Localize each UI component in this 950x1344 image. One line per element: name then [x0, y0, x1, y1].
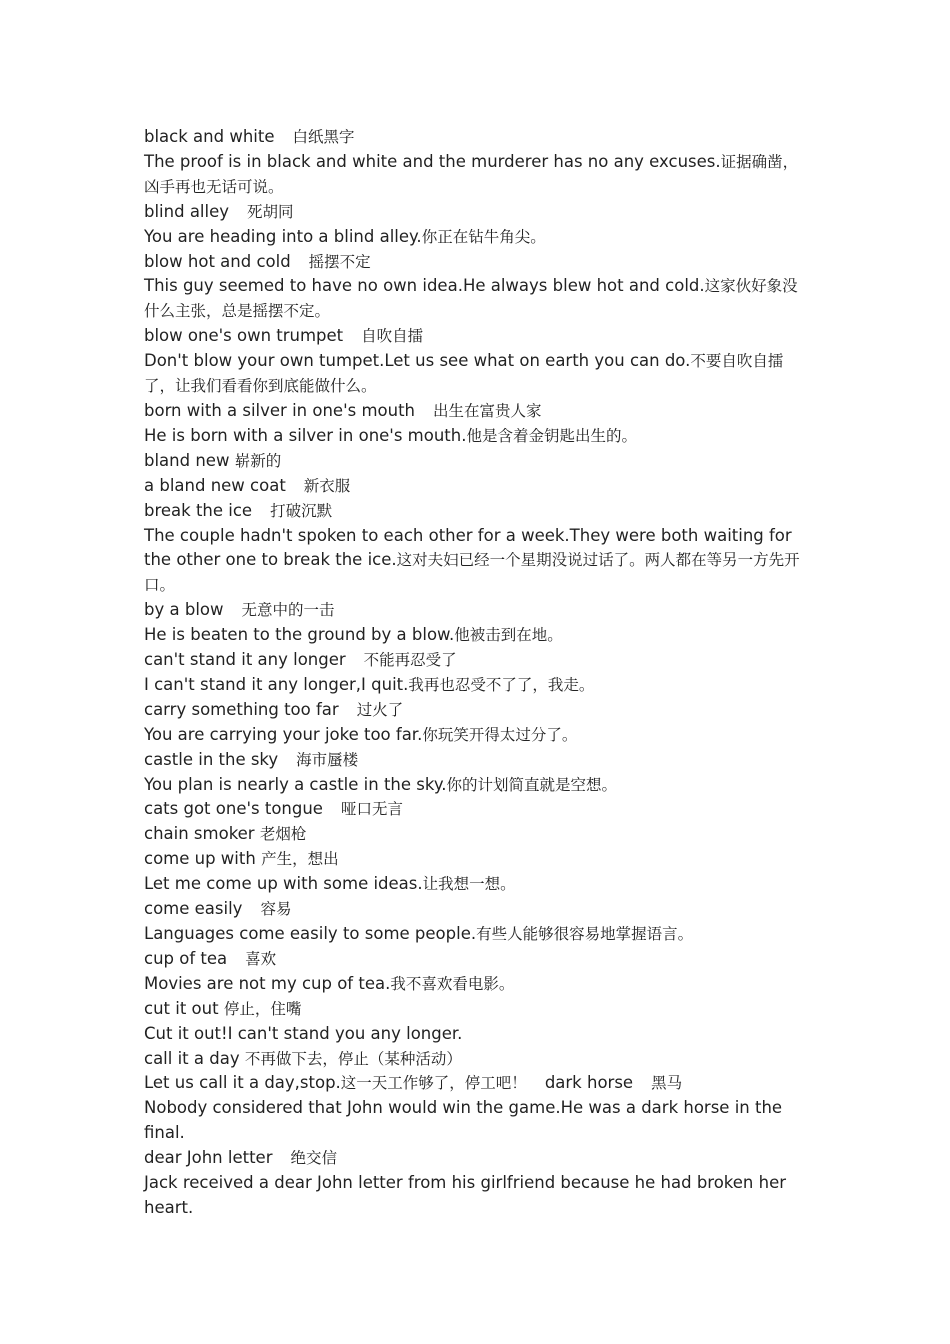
chinese-text: 证据确凿，凶手再也无话可说。: [144, 152, 799, 196]
english-text: blow hot and cold: [144, 251, 291, 271]
english-text: Movies are not my cup of tea.: [144, 973, 391, 993]
text-line: [144, 474, 812, 499]
text-line: [144, 648, 812, 673]
text-line: [144, 324, 812, 349]
english-text: Let me come up with some ideas.: [144, 874, 423, 894]
english-text: break the ice: [144, 500, 253, 520]
chinese-text: 崭新的: [234, 451, 282, 470]
english-text: bland new: [144, 450, 235, 470]
chinese-text: 不能再忍受了: [363, 651, 457, 670]
english-text: cup of tea: [144, 948, 228, 968]
chinese-text: 无意中的一击: [241, 601, 335, 620]
english-text: blind alley: [144, 201, 230, 221]
text-line: [144, 797, 812, 822]
chinese-text: 你的计划简直就是空想。: [446, 775, 618, 794]
chinese-text: 喜欢: [245, 949, 277, 968]
chinese-text: 摇摆不定: [308, 252, 371, 271]
english-text: You are carrying your joke too far.: [144, 724, 423, 744]
english-text: Nobody considered that John would win the game.He was a dark horse in the final.: [144, 1098, 783, 1143]
english-text: cats got one's tongue: [144, 799, 323, 819]
document-body: [144, 125, 812, 1221]
chinese-text: 你正在钻牛角尖。: [421, 227, 546, 246]
english-text: Languages come easily to some people.: [144, 924, 477, 943]
english-text: blow one's own trumpet: [144, 326, 344, 346]
chinese-text: 新衣服: [303, 476, 351, 495]
text-line: [144, 947, 812, 972]
chinese-text: 产生，想出: [261, 850, 339, 869]
text-line: [144, 773, 812, 798]
text-line: [144, 250, 812, 275]
text-line: [144, 524, 812, 599]
text-line: [144, 1096, 812, 1146]
text-line: [144, 748, 812, 773]
chinese-text: 出生在富贵人家: [433, 401, 542, 420]
english-text: Don't blow your own tumpet.Let us see what on earth you can do.: [144, 351, 691, 371]
english-text: come up with: [144, 849, 262, 869]
chinese-text: 过火了: [356, 700, 404, 719]
english-text: He is born with a silver in one's mouth.: [144, 425, 467, 445]
english-text: dear John letter: [144, 1148, 273, 1168]
english-text: The proof is in black and white and the murderer has no any excuses.: [144, 151, 721, 171]
text-line: [144, 997, 812, 1022]
chinese-text: 白纸黑字: [292, 128, 355, 146]
text-line: [144, 1047, 812, 1072]
text-line: [144, 922, 812, 947]
text-line: [144, 847, 812, 872]
text-line: [144, 1022, 812, 1047]
text-line: [144, 972, 812, 997]
english-text: can't stand it any longer: [144, 650, 346, 670]
english-text: call it a day: [144, 1048, 245, 1068]
text-line: [144, 872, 812, 897]
text-line: [144, 274, 812, 324]
chinese-text: 你玩笑开得太过分了。: [422, 725, 578, 744]
chinese-text: 容易: [260, 900, 292, 919]
chinese-text: 他被击到在地。: [454, 626, 563, 645]
text-line: [144, 1146, 812, 1171]
english-text: come easily: [144, 899, 243, 919]
text-line: [144, 1071, 812, 1096]
english-text: Jack received a dear John letter from his girlfriend because he had broken her heart.: [144, 1173, 787, 1217]
text-line: [144, 598, 812, 623]
chinese-text: 这一天工作够了，停工吧！: [340, 1074, 527, 1093]
text-line: [144, 424, 812, 449]
chinese-text: 绝交信: [290, 1149, 338, 1168]
chinese-text: 我再也忍受不了了，我走。: [408, 675, 595, 694]
text-line: [144, 449, 812, 474]
text-line: [144, 200, 812, 225]
english-text: dark horse: [544, 1073, 634, 1093]
english-text: The couple hadn't spoken to each other for a week.They were both waiting for the other one to break the ice.: [144, 525, 792, 570]
english-text: You plan is nearly a castle in the sky.: [144, 774, 447, 794]
text-line: [144, 150, 812, 200]
english-text: chain smoker: [144, 824, 260, 844]
text-line: [144, 822, 812, 847]
english-text: Let us call it a day,stop.: [144, 1073, 341, 1093]
english-text: This guy seemed to have no own idea.He always blew hot and cold.: [144, 276, 705, 296]
chinese-text: 老烟枪: [259, 825, 307, 844]
text-line: [144, 698, 812, 723]
english-text: He is beaten to the ground by a blow.: [144, 625, 455, 645]
english-text: I can't stand it any longer,I quit.: [144, 674, 409, 694]
chinese-text: 停止，住嘴: [223, 999, 302, 1018]
chinese-text: 死胡同: [247, 202, 294, 221]
chinese-text: 不再做下去，停止（某种活动）: [244, 1049, 462, 1068]
chinese-text: 海市蜃楼: [296, 750, 359, 769]
text-line: [144, 623, 812, 648]
chinese-text: 我不喜欢看电影。: [390, 974, 515, 993]
english-text: castle in the sky: [144, 749, 279, 769]
chinese-text: 这家伙好象没什么主张，总是摇摆不定。: [144, 277, 798, 321]
english-text: a bland new coat: [144, 475, 286, 495]
text-line: [144, 673, 812, 698]
text-line: [144, 225, 812, 250]
chinese-text: 他是含着金钥匙出生的。: [466, 426, 637, 445]
chinese-text: 不要自吹自擂了，让我们看看你到底能做什么。: [144, 352, 784, 396]
english-text: You are heading into a blind alley.: [144, 226, 422, 246]
chinese-text: 哑口无言: [340, 800, 403, 819]
text-line: [144, 125, 812, 150]
text-line: [144, 399, 812, 424]
text-line: [144, 349, 812, 399]
english-text: black and white: [144, 127, 275, 146]
chinese-text: 黑马: [651, 1074, 683, 1093]
english-text: born with a silver in one's mouth: [144, 400, 416, 420]
english-text: Cut it out!I can't stand you any longer.: [144, 1023, 463, 1043]
chinese-text: 让我想一想。: [422, 875, 516, 894]
text-line: [144, 723, 812, 748]
chinese-text: 有些人能够很容易地掌握语言。: [476, 925, 694, 943]
chinese-text: 自吹自擂: [361, 327, 424, 346]
chinese-text: 打破沉默: [270, 501, 333, 520]
english-text: cut it out: [144, 998, 224, 1018]
text-line: [144, 897, 812, 922]
english-text: carry something too far: [144, 699, 339, 719]
text-line: [144, 1171, 812, 1221]
chinese-text: 这对夫妇已经一个星期没说过话了。两人都在等另一方先开口。: [144, 551, 800, 595]
english-text: by a blow: [144, 600, 224, 620]
text-line: [144, 499, 812, 524]
